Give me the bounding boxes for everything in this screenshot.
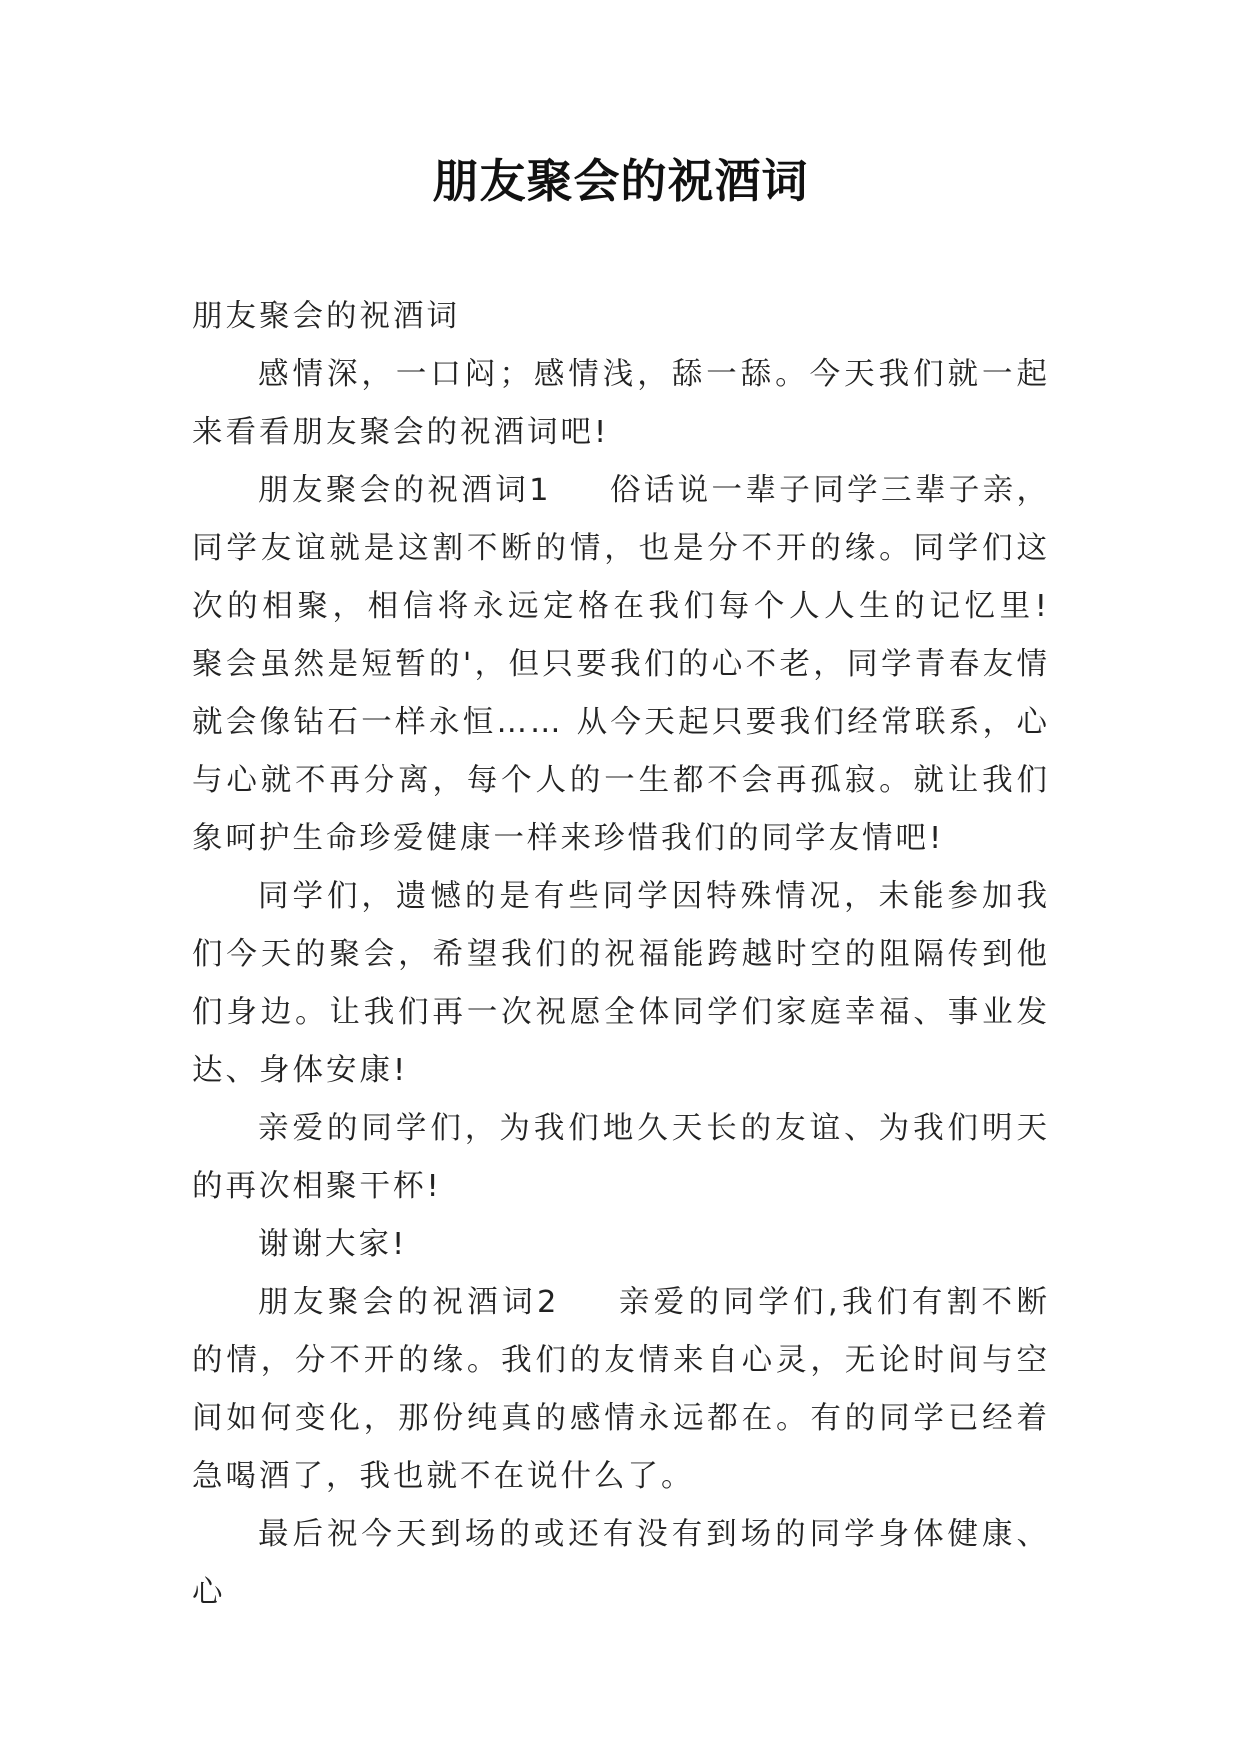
paragraph-speech-2 xyxy=(192,1274,1050,1506)
paragraph-thanks: 谢谢大家! xyxy=(258,1227,408,1262)
speech-1-heading: 朋友聚会的祝酒词1 xyxy=(258,473,552,508)
paragraph-toast: 亲爱的同学们，为我们地久天长的友谊、为我们明天的再次相聚干杯! xyxy=(192,1111,1050,1204)
document-title: 朋友聚会的祝酒词 xyxy=(432,154,809,208)
speech-2-text: 亲爱的同学们,我们有割不断的情，分不开的缘。我们的友情来自心灵，无论时间与空间如何变化，那份纯真的感情永远都在。有的同学已经着急喝酒了，我也就不在说什么了。 xyxy=(192,1285,1051,1494)
paragraph-intro: 感情深，一口闷；感情浅，舔一舔。今天我们就一起来看看朋友聚会的祝酒词吧! xyxy=(192,357,1050,450)
speech-2-heading: 朋友聚会的祝酒词2 xyxy=(258,1285,560,1320)
paragraph-closing: 最后祝今天到场的或还有没有到场的同学身体健康、心 xyxy=(192,1517,1050,1610)
document-body xyxy=(192,288,1050,1622)
paragraph-speech-1 xyxy=(192,462,1050,868)
body-subtitle: 朋友聚会的祝酒词 xyxy=(192,299,460,334)
paragraph-absent-classmates: 同学们，遗憾的是有些同学因特殊情况，未能参加我们今天的聚会，希望我们的祝福能跨越时空的阻隔传到他们身边。让我们再一次祝愿全体同学们家庭幸福、事业发达、身体安康! xyxy=(192,879,1050,1088)
speech-1-text: 俗话说一辈子同学三辈子亲，同学友谊就是这割不断的情，也是分不开的缘。同学们这次的相聚，相信将永远定格在我们每个人人生的记忆里! 聚会虽然是短暂的'，但只要我们的心不老，同学青春友情就会像钻石一样永恒…… 从今天起只要我们经常联系，心与心就不再分离，每个人的一生都不会再孤寂。就让我们象呵护生命珍爱健康一样来珍惜我们的同学友情吧! xyxy=(192,473,1051,856)
